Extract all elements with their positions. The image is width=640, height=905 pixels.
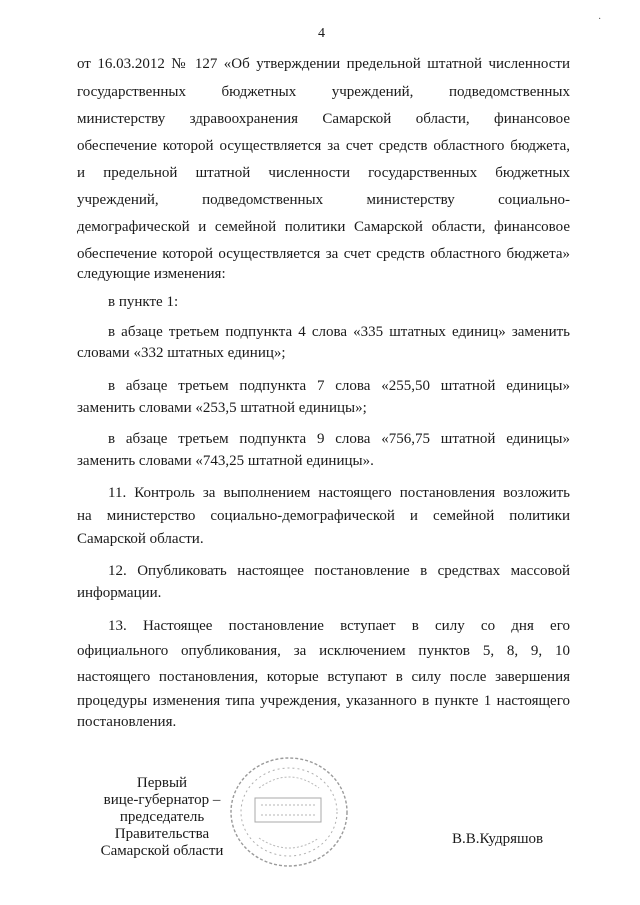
- point-1: в пункте 1:: [108, 294, 179, 310]
- intro-line: обеспечение которой осуществляется за счет средств областного бюджета,: [77, 138, 570, 154]
- sub-9-line: в абзаце третьем подпункта 9 слова «756,75 штатной единицы»: [108, 431, 570, 447]
- official-seal-stamp: [225, 752, 353, 872]
- intro-line: министерству здравоохранения Самарской области, финансовое: [77, 111, 570, 127]
- item-11-line: 11. Контроль за выполнением настоящего постановления возложить: [108, 485, 570, 501]
- intro-line: следующие изменения:: [77, 266, 226, 282]
- item-13-line: настоящего постановления, которые вступают в силу после завершения: [77, 669, 570, 685]
- signatory-title-line: председатель Правительства: [114, 809, 210, 842]
- sub-7-line: в абзаце третьем подпункта 7 слова «255,50 штатной единицы»: [108, 378, 570, 394]
- item-11-line: Самарской области.: [77, 531, 204, 547]
- intro-line: от 16.03.2012 № 127 «Об утверждении предельной штатной численности: [77, 56, 570, 72]
- sub-4-line: словами «332 штатных единиц»;: [77, 345, 286, 361]
- page-number: 4: [318, 26, 325, 41]
- intro-line: обеспечение которой осуществляется за счет средств областного бюджета»: [77, 246, 570, 262]
- item-11-line: на министерство социально-демографической и семейной политики: [77, 508, 570, 524]
- signatory-title-line: Первый: [136, 775, 188, 791]
- item-13-line: процедуры изменения типа учреждения, указанного в пункте 1 настоящего: [77, 693, 570, 709]
- signatory-title-line: вице-губернатор –: [103, 792, 221, 808]
- item-12-line: 12. Опубликовать настоящее постановление в средствах массовой: [108, 563, 570, 579]
- signatory-name: В.В.Кудряшов: [452, 831, 544, 847]
- signatory-title-line: Самарской области: [100, 843, 224, 859]
- item-12-line: информации.: [77, 585, 162, 601]
- sub-7-line: заменить словами «253,5 штатной единицы»;: [77, 400, 367, 416]
- intro-line: и предельной штатной численности государственных бюджетных: [77, 165, 570, 181]
- item-13-line: 13. Настоящее постановление вступает в силу со дня его: [108, 618, 570, 634]
- sub-4-line: в абзаце третьем подпункта 4 слова «335 штатных единиц» заменить: [108, 324, 570, 340]
- sub-9-line: заменить словами «743,25 штатной единицы».: [77, 453, 374, 469]
- intro-line: демографической и семейной политики Самарской области, финансовое: [77, 219, 570, 235]
- signatory-title: [82, 775, 242, 860]
- intro-line: учреждений, подведомственных министерству социально-: [77, 192, 570, 208]
- intro-line: государственных бюджетных учреждений, подведомственных: [77, 84, 570, 100]
- item-13-line: постановления.: [77, 714, 177, 730]
- item-13-line: официального опубликования, за исключением пунктов 5, 8, 9, 10: [77, 643, 570, 659]
- corner-mark: ·: [598, 14, 602, 25]
